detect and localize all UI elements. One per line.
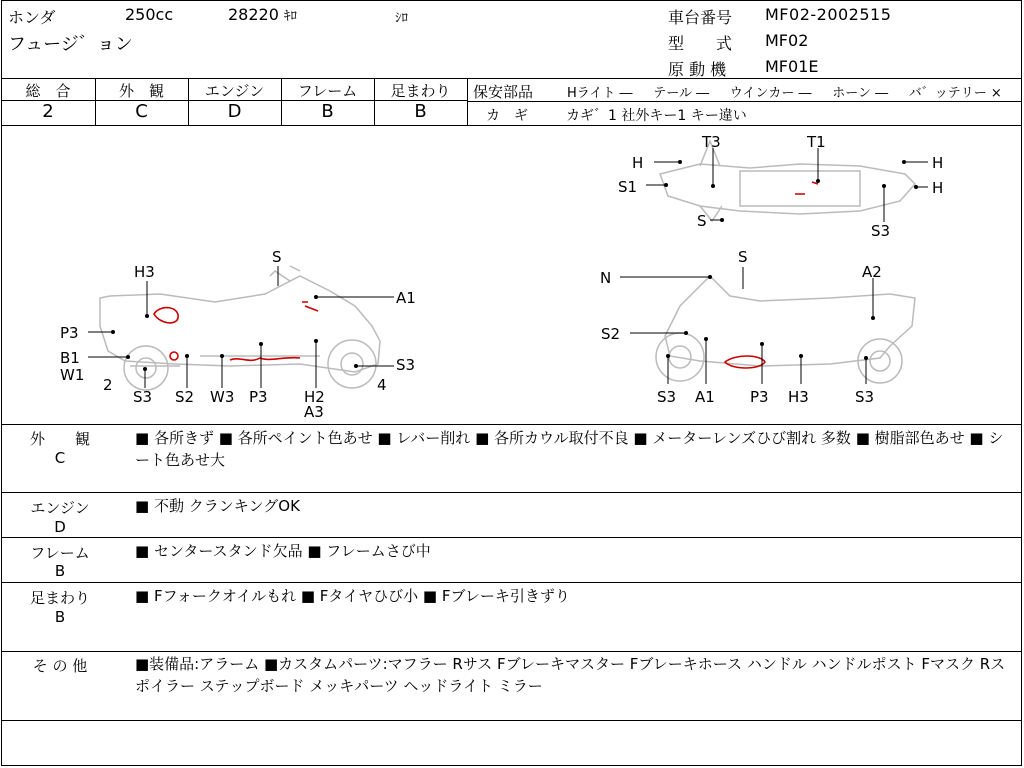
diagram-label: H2 — [304, 388, 325, 406]
diagram-label: H3 — [134, 263, 155, 281]
color: ｼﾛ — [395, 11, 408, 26]
chassis-label: 車台番号 — [668, 8, 733, 27]
diagram-label: A3 — [304, 403, 324, 421]
diagram-label: N — [600, 269, 612, 287]
grade-suspension-label: 足まわり — [390, 82, 451, 100]
diagram-label: W3 — [210, 388, 235, 406]
section-suspension-grade: B — [54, 608, 66, 626]
section-suspension-label: 足まわり — [29, 589, 90, 607]
section-engine-text: ■ 不動 クランキングOK — [135, 497, 300, 515]
mileage: 28220 ｷﾛ — [228, 5, 297, 24]
diagram-label: S3 — [855, 388, 875, 406]
diagram-label: H — [632, 154, 644, 172]
grade-engine-label: エンジン — [204, 82, 265, 100]
engine-label: 原 動 機 — [668, 60, 727, 79]
diagram-label: S — [272, 248, 282, 266]
diagram-label: B1 — [60, 349, 80, 367]
diagram-label: P3 — [750, 388, 769, 406]
grade-exterior-value: C — [135, 101, 148, 122]
grade-suspension-value: B — [414, 101, 427, 122]
safety-tail: テール — [653, 86, 692, 101]
diagram-label: A2 — [862, 263, 882, 281]
diagram-label: P3 — [60, 324, 79, 342]
diagram-label: S3 — [133, 388, 153, 406]
divider — [1, 582, 1022, 583]
grade-frame-value: B — [321, 101, 334, 122]
diagram-label: H3 — [788, 388, 809, 406]
diagram-label: S3 — [396, 356, 416, 374]
divider — [1, 720, 1022, 721]
diagram-label: A1 — [695, 388, 715, 406]
diagram-label: A1 — [396, 289, 416, 307]
divider — [1, 537, 1022, 538]
maker: ホンダ — [8, 8, 56, 27]
model-name: フュージ゛ョン — [8, 34, 133, 55]
diagram-label: S1 — [618, 178, 638, 196]
section-engine-label: エンジン — [30, 499, 90, 517]
divider — [1, 492, 1022, 493]
safety-winker: ウインカー — [729, 86, 795, 101]
section-suspension-text: ■ Fフォークオイルもれ ■ Fタイヤひび小 ■ Fブレーキ引きずり — [135, 587, 570, 605]
diagram-label: W1 — [60, 366, 85, 384]
section-other-label: そ の 他 — [32, 657, 88, 675]
divider — [1, 651, 1022, 652]
safety-battery: バ゛ッテリー — [908, 86, 987, 101]
divider — [1, 78, 1022, 79]
diagram-label: S2 — [175, 388, 195, 406]
displacement: 250cc — [125, 5, 174, 24]
diagram-label: S3 — [657, 388, 677, 406]
diagram-label: P3 — [249, 388, 268, 406]
section-exterior-label: 外 観 — [29, 430, 90, 448]
grade-overall-label: 総 合 — [25, 82, 71, 100]
diagram-label: 2 — [103, 376, 113, 394]
grade-engine-value: D — [227, 101, 242, 122]
section-frame-grade: B — [54, 562, 66, 580]
divider — [467, 101, 1022, 102]
safety-items: Hライト ― テール ― ウインカー ― ホーン ― バ゛ッテリー × — [567, 86, 1002, 101]
section-other-text: ■装備品:アラーム ■カスタムパーツ:マフラー Rサス Fブレーキマスター Fブレーキホース ハンドル ハンドルポスト Fマスク Rスポイラー ステップボード メッキパーツ ヘッドライト ミラー — [135, 655, 1006, 695]
type-value: MF02 — [765, 31, 809, 50]
divider — [1, 424, 1022, 425]
grade-exterior-label: 外 観 — [118, 82, 164, 100]
section-frame-text: ■ センタースタンド欠品 ■ フレームさび中 — [135, 542, 431, 560]
diagram-label: 4 — [377, 376, 387, 394]
section-frame-label: フレーム — [30, 544, 90, 562]
grade-frame-label: フレーム — [297, 82, 358, 100]
diagram-label: S2 — [601, 325, 621, 343]
type-label: 型 式 — [668, 34, 733, 53]
key-label: カ ギ — [486, 108, 528, 124]
key-value: カギ゛1 社外キー1 キー違い — [566, 108, 747, 124]
diagram-label: S — [738, 248, 748, 266]
safety-horn: ホーン — [832, 86, 871, 101]
diagram-label: S3 — [871, 222, 891, 240]
safety-label: 保安部品 — [473, 83, 534, 101]
section-exterior-grade: C — [54, 449, 66, 467]
diagram-label: T1 — [807, 133, 826, 151]
grade-overall-value: 2 — [42, 101, 54, 122]
diagram-label: H — [932, 154, 944, 172]
section-exterior-text: ■ 各所きず ■ 各所ペイント色あせ ■ レバー削れ ■ 各所カウル取付不良 ■ メーターレンズひび割れ 多数 ■ 樹脂部色あせ ■ シート色あせ大 — [135, 429, 1004, 469]
diagram-label: H — [932, 179, 944, 197]
mileage-unit: ｷﾛ — [284, 9, 297, 24]
engine-value: MF01E — [765, 57, 819, 76]
chassis-value: MF02-2002515 — [765, 5, 892, 24]
safety-headlight: Hライト — [567, 86, 616, 101]
diagram-label: T3 — [702, 133, 721, 151]
diagram-label: S — [697, 212, 707, 230]
section-engine-grade: D — [54, 518, 66, 536]
